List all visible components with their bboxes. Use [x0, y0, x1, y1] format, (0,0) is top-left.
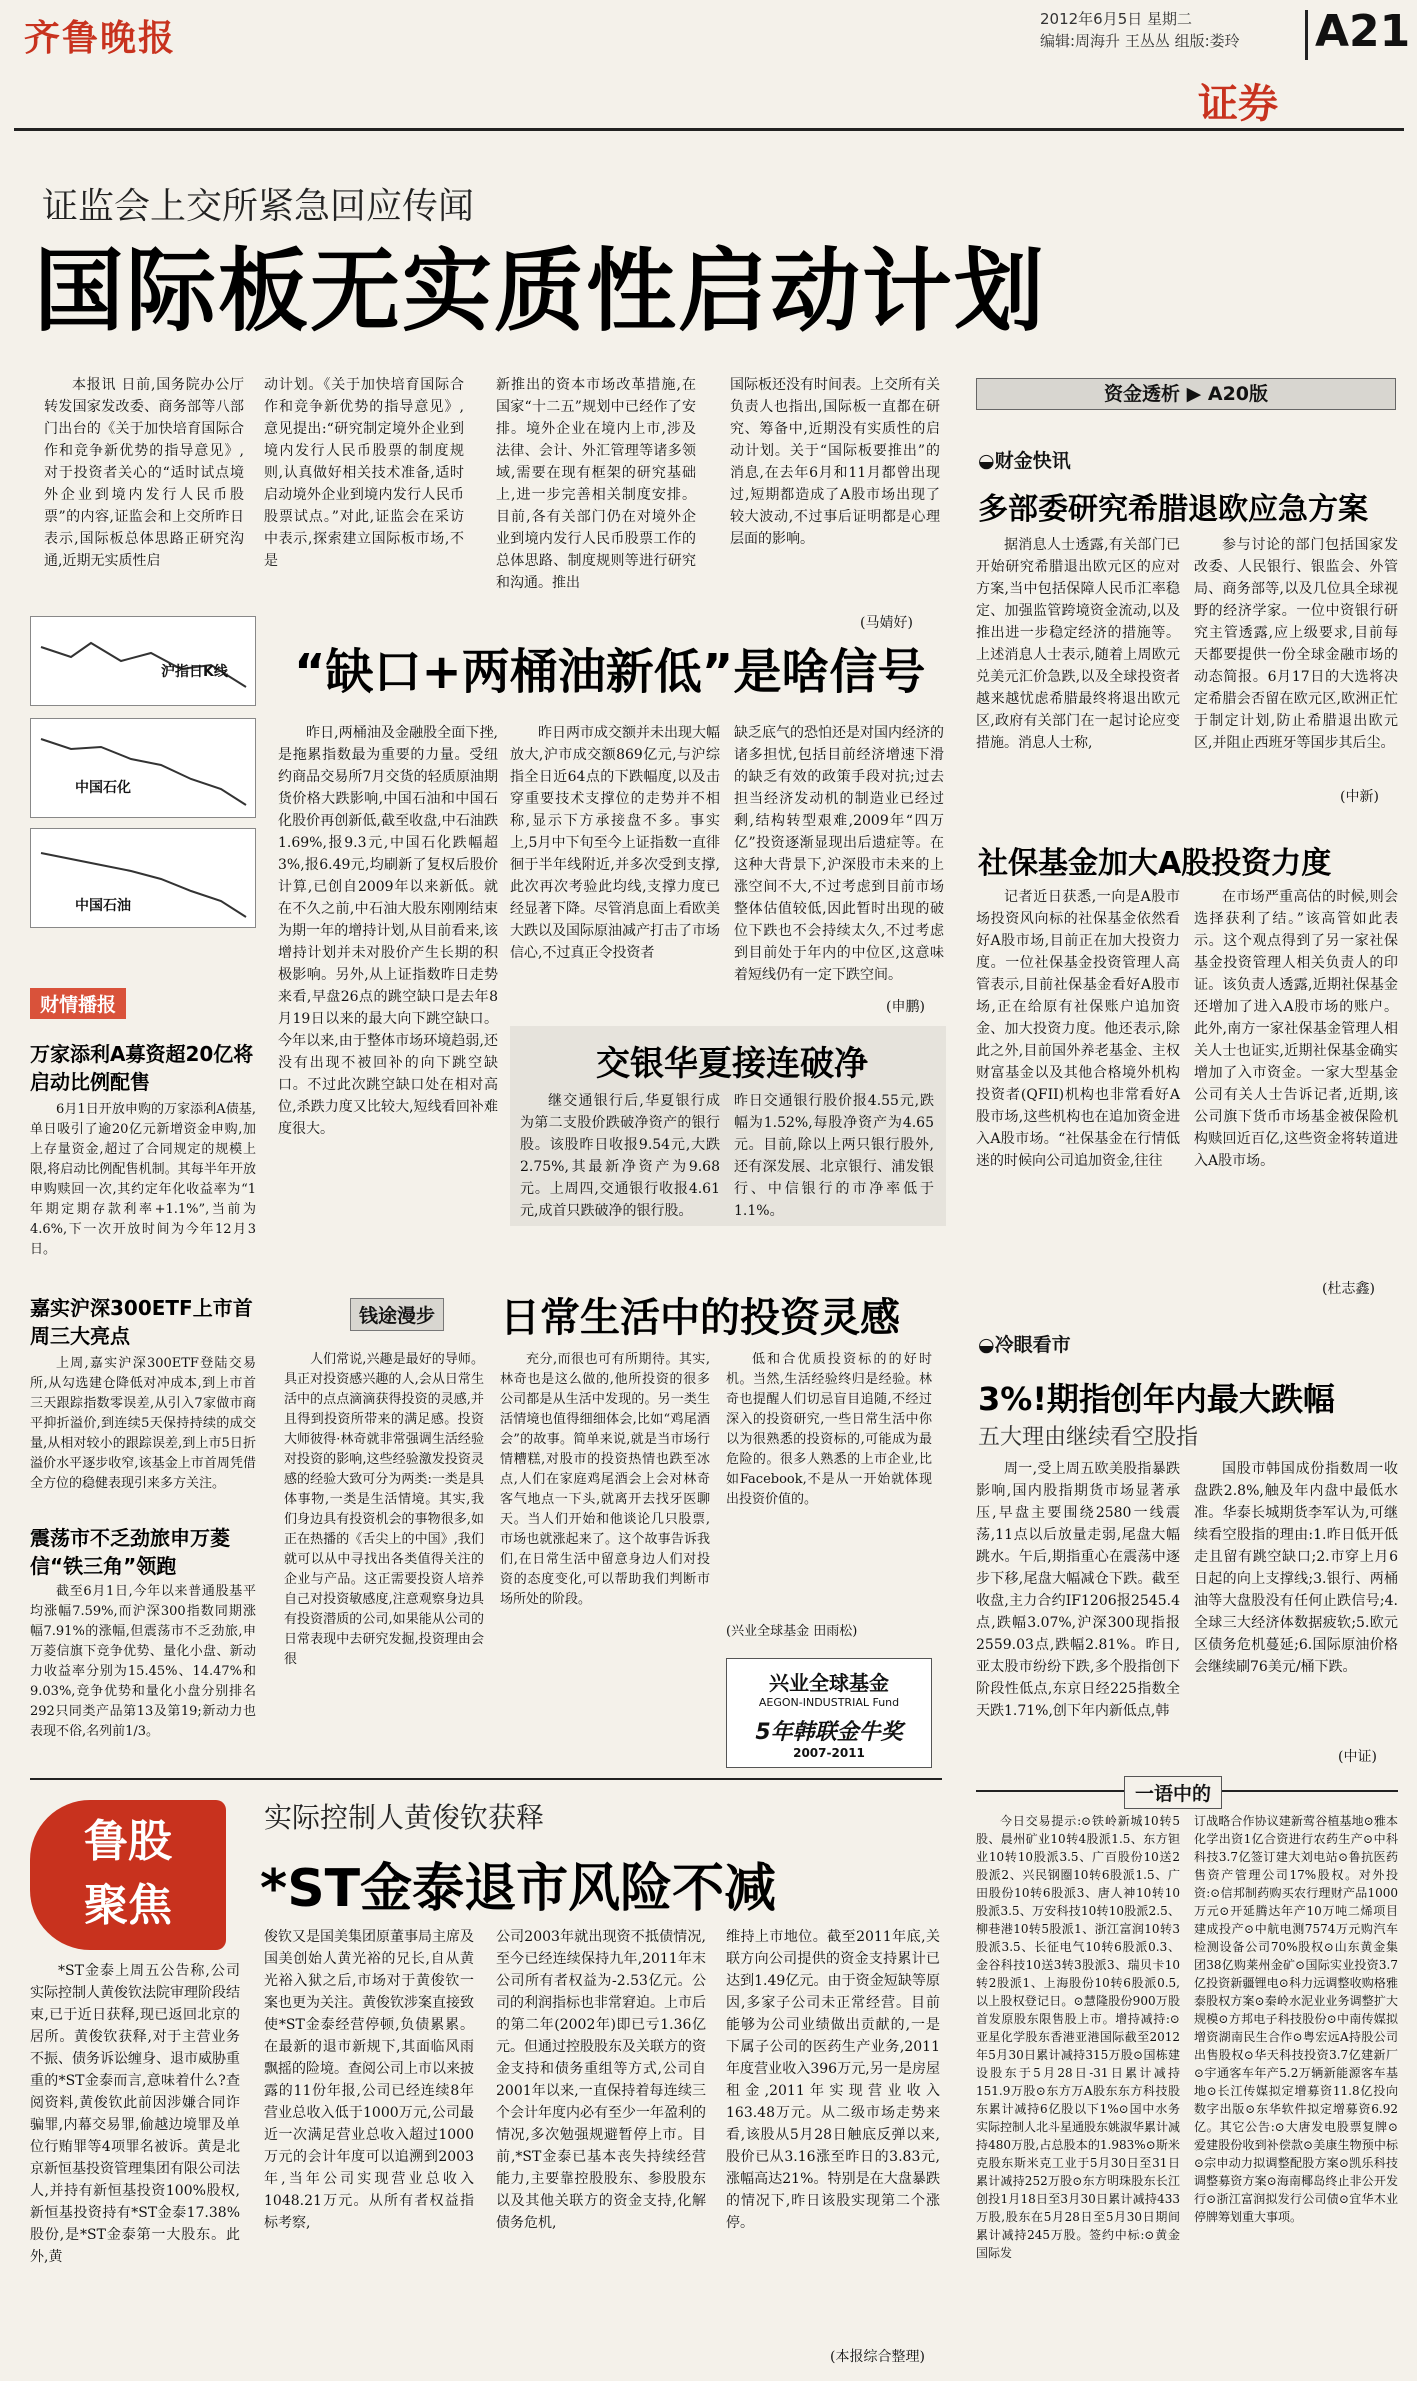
kuaixun-label: ◒财金快讯 — [978, 450, 1071, 472]
lengyan-sub: 五大理由继续看空股指 — [978, 1425, 1199, 1450]
lengyan-col-1: 周一,受上周五欧美股指暴跌影响,国内股指期货市场显著承压,早盘主要围绕2580一线震荡,11点以后放量走弱,尾盘大幅跳水。午后,期指重心在震荡中逐步下移,尾盘大幅减仓下跌。截至收盘,主力合约IF1206报2545.4点,跌幅3.07%,沪深300现指报2559.03点,跌幅2.81%。昨日,亚太股市纷纷下跌,多个股指创下阶段性低点,东京日经225指数全天跌1.71%,创下年内新低点,韩 — [976, 1461, 1180, 1719]
jiaoyin-col-2: 昨日交通银行股价报4.55元,跌幅为1.52%,每股净资产为4.65元。目前,除以上两只银行股外,还有深发展、北京银行、浦发银行、中信银行的市净率低于1.1%。 — [734, 1093, 934, 1219]
lead-col-1: 本报讯 日前,国务院办公厅转发国家发改委、商务部等八部门出台的《关于加快培育国际合作和竞争新优势的指导意见》,对于投资者关心的“适时试点境外企业到境内发行人民币股票”的内容,证监会和上交所昨日表示,国际板总体思路正研究沟通,近期无实质性启 — [44, 377, 244, 569]
aegon-en: AEGON-INDUSTRIAL Fund — [758, 1696, 900, 1709]
qiantu-col-3: 低和合优质投资标的的好时机。当然,生活经验终归是经验。林奇也提醒人们切忌盲目追随,不经过深入的投资研究,一些日常生活中你以为很熟悉的投资标的,可能成为最危险的。很多人熟悉的上市企业,比如Facebook,不是从一开始就体现出投资价值的。 — [726, 1352, 932, 1507]
chart-sh-index — [30, 616, 256, 706]
luji-rule — [30, 1778, 942, 1780]
kuaixun-title: 多部委研究希腊退欧应急方案 — [978, 492, 1368, 527]
qiantu-title: 日常生活中的投资灵感 — [500, 1295, 900, 1341]
lead-kicker: 证监会上交所紧急回应传闻 — [42, 186, 475, 227]
lead-col-2: 动计划。《关于加快培育国际合作和竞争新优势的指导意见》,意见提出:“研究制定境外企业到境内发行人民币股票的制度规则,认真做好相关技术准备,适时启动境外企业到境内发行人民币股票试点。”对此,证监会在采访中表示,探索建立国际板市场,不是 — [264, 377, 464, 569]
kuaixun-col-2: 参与讨论的部门包括国家发改委、人民银行、银监会、外管局、商务部等,以及几位具全球视野的经济学家。一位中资银行研究主管透露,应上级要求,目前每天都要提供一份全球金融市场的动态简报。6月17日的大选将决定希腊会否留在欧元区,欧洲正忙于制定计划,防止希腊退出欧元区,并阻止西班牙等国步其后尘。 — [1194, 537, 1398, 751]
sidebar-ref: A20版 — [1207, 383, 1269, 405]
luji-col-2: 俊钦又是国美集团原董事局主席及国美创始人黄光裕的兄长,自从黄光裕入狱之后,市场对于黄俊钦一案也更为关注。黄俊钦涉案直接致使*ST金泰经营停顿,负债累累。在最新的退市新规下,其面临风雨飘摇的险境。查阅公司上市以来披露的11份年报,公司已经连续8年营业总收入低于1000万元,公司最近一次满足营业总收入超过1000万元的会计年度可以追溯到2003年,当年公司实现营业总收入1048.21万元。从所有者权益指标考察, — [264, 1929, 474, 2231]
issue-date: 2012年6月5日 星期二 — [1040, 10, 1193, 28]
shebao-title: 社保基金加大A股投资力度 — [978, 846, 1332, 881]
quekou-title: “缺口+两桶油新低”是啥信号 — [294, 644, 926, 700]
chart-petrochina — [30, 828, 256, 928]
qiantu-col-1: 人们常说,兴趣是最好的导师。具正对投资感兴趣的人,会从日常生活中的点点滴滴获得投资的灵感,并且得到投资所带来的满足感。投资大师彼得·林奇就非常强调生活经验对投资的影响,这些经验激发投资灵感的经验大致可分为两类:一类是具体事物,一类是生活情境。其实,我们身边具有投资机会的事物很多,如正在热播的《舌尖上的中国》,我们就可以从中寻找出各类值得关注的企业与产品。这正需要投资人培养自己对投资敏感度,注意观察身边具有投资潜质的公司,如果能从公司的日常表现中去研究发掘,投资理由会很 — [284, 1352, 484, 1667]
quekou-col-1: 昨日,两桶油及金融股全面下挫,是拖累指数最为重要的力量。受纽约商品交易所7月交货的轻质原油期货价格大跌影响,中国石油和中国石化股价再创新低,截至收盘,中石油跌1.69%,报9.3元,中国石化跌幅超3%,报6.49元,均刷新了复权后股价计算,已创自2009年以来新低。就在不久之前,中石油大股东刚刚结束为期一年的增持计划,从目前看来,该增持计划并未对股价产生长期的积极影响。另外,从上证指数昨日走势来看,早盘26点的跳空缺口是去年8月19日以来的最大向下跳空缺口。今年以来,由于整体市场环境趋弱,还没有出现不被回补的向下跳空缺口。不过此次跳空缺口处在相对高位,杀跌力度又比较大,短线看回补难度很大。 — [278, 725, 498, 1137]
kuaixun-byline: (中新) — [1340, 789, 1379, 805]
shebao-col-2: 在市场严重高估的时候,则会选择获利了结。”该高管如此表示。这个观点得到了另一家社保基金投资管理人相关负责人的印证。该负责人透露,近期社保基金还增加了进入A股市场的账户。此外,南方一家社保基金管理人相关人士也证实,近期社保基金确实增加了入市资金。一家大型基金公司有关人士告诉记者,近期,该公司旗下货币市场基金被保险机构赎回近百亿,这些资金将转道进入A股市场。 — [1194, 889, 1398, 1169]
luji-badge-1: 鲁股 — [84, 1816, 172, 1867]
chart-sh-index-label: 沪指日K线 — [161, 664, 228, 680]
luji-col-1: *ST金泰上周五公告称,公司实际控制人黄俊钦法院审理阶段结束,已于近日获释,现已返回北京的居所。黄俊钦获释,对于主营业务不振、债务诉讼缠身、退市威胁重重的*ST金泰而言,意味着什么?查阅资料,黄俊钦此前因涉嫌合同诈骗罪,内幕交易罪,偷越边境罪及单位行贿罪等4项罪名被诉。黄是北京新恒基投资管理集团有限公司法人,并持有新恒基投资100%股权,新恒基投资持有*ST金泰17.38%股份,是*ST金泰第一大股东。此外,黄 — [30, 1963, 240, 2265]
qiantu-byline: (兴业全球基金 田雨松) — [726, 1624, 858, 1639]
caiqing-label: 财情播报 — [30, 988, 126, 1019]
lengyan-col-2: 国股市韩国成份指数周一收盘跌2.8%,触及年内盘中最低水准。华泰长城期货李军认为,可继续看空股指的理由:1.昨日低开低走且留有跳空缺口;2.市穿上月6日起的向上支撑线;3.银行、两桶油等大盘股没有任何止跌信号;4.全球三大经济体数据疲软;5.欧元区债务危机蔓延;6.国际原油价格会继续刷76美元/桶下跌。 — [1194, 1461, 1398, 1675]
luji-badge — [30, 1800, 226, 1950]
jiaoyin-title: 交银华夏接连破净 — [596, 1044, 868, 1084]
quekou-col-3: 缺乏底气的恐怕还是对国内经济的诸多担忧,包括目前经济增速下滑的缺乏有效的政策手段对抗;过去担当经济发动机的制造业已经过剩,结构转型艰难,2009年“四万亿”投资逐渐显现出后遗症等。在这种大背景下,沪深股市未来的上涨空间不大,不过考虑到目前市场整体估值较低,因此暂时出现的破位下跌也不会持续太久,不过考虑到目前处于年内的中位区,这意味着短线仍有一定下跌空间。 — [734, 725, 944, 983]
aegon-award: 5年韩联金牛奖 — [755, 1720, 903, 1745]
top-rule — [14, 128, 1404, 131]
lead-col-4: 国际板还没有时间表。上交所有关负责人也指出,国际板一直都在研究、筹备中,近期没有实质性的启动计划。关于“国际板要推出”的消息,在去年6月和11月都曾出现过,短期都造成了A股市场出现了较大波动,不过事后证明都是心理层面的影响。 — [730, 377, 940, 547]
shebao-col-1: 记者近日获悉,一向是A股市场投资风向标的社保基金依然看好A股市场,目前正在加大投资力度。一位社保基金投资管理人高管表示,目前社保基金看好A股市场,正在给原有社保账户追加资金、加大投资力度。他还表示,除此之外,目前国外养老基金、主权财富基金以及其他合格境外机构投资者(QFII)机构也非常看好A股市场,这些机构也在追加资金进入A股市场。“社保基金在行情低迷的时候向公司追加资金,往往 — [976, 889, 1180, 1169]
aegon-years: 2007-2011 — [793, 1746, 865, 1760]
sidebar-label: 资金透析 — [1103, 383, 1180, 405]
kuaixun-col-1: 据消息人士透露,有关部门已开始研究希腊退出欧元区的应对方案,当中包括保障人民币汇率稳定、加强监管跨境资金流动,以及推出进一步稳定经济的措施等。上述消息人士表示,随着上周欧元兑美元汇价急跌,以及全球投资者越来越忧虑希腊最终将退出欧元区,政府有关部门在一起讨论应变措施。消息人士称, — [976, 537, 1180, 751]
luji-byline: (本报综合整理) — [830, 2349, 925, 2365]
caiqing-item-3-body: 截至6月1日,今年以来普通股基平均涨幅7.59%,而沪深300指数同期涨幅7.91%的涨幅,但震荡市不乏劲旅,申万菱信旗下竞争优势、量化小盘、新动力收益率分别为15.45%、14.47%和9.03%,竞争优势和量化小盘分别排名292只同类产品第13及第19;新动力也表现不俗,名列前1/3。 — [30, 1584, 256, 1739]
section-name: 证券 — [1198, 81, 1278, 127]
caiqing-item-1-body: 6月1日开放申购的万家添利A债基,单日吸引了逾20亿元新增资金申购,加上存量资金,超过了合同规定的规模上限,将启动比例配售机制。其每半年开放申购赎回一次,其约定年化收益率为“1年期定期存款利率+1.1%”,当前为4.6%,下一次开放时间为今年12月3日。 — [30, 1102, 256, 1257]
caiqing-item-1-title: 万家添利A募资超20亿将启动比例配售 — [30, 1042, 254, 1094]
quekou-col-2: 昨日两市成交额并未出现大幅放大,沪市成交额869亿元,与沪综指全日近64点的下跌幅度,以及击穿重要技术支撑位的走势并不相称,显示下方承接盘不多。事实上,5月中下旬至今上证指数一直徘徊于半年线附近,并多次受到支撑,此次再次考验此均线,支撑力度已经显著下降。尽管消息面上看欧美大跌以及国际原油减产打击了市场信心,不过真正令投资者 — [510, 725, 720, 961]
luji-kicker: 实际控制人黄俊钦获释 — [264, 1801, 545, 1834]
luji-title: *ST金泰退市风险不减 — [260, 1859, 777, 1919]
bullet-icon: ◒ — [978, 1334, 995, 1356]
quekou-byline: (申鹏) — [886, 999, 925, 1015]
yiyu-col-1: 今日交易提示:⊙铁岭新城10转5股、晨州矿业10转4股派1.5、东方钽业10转10股派3.5、广百股份10送2股派2、兴民钢圈10转6股派1.5、广田股份10转6股派3、唐人神10转10股派3.5、万安科技10转10股派2.5、柳巷港10转5股派1、浙江富润10转3股派3.5、长征电气10转6股派0.3、金谷科技10送3转3股派3、瑞贝卡10转2股派1、上海股份10转6股派0.5,以上股权登记日。⊙慧隆股份900万股首发原股东限售股上市。增持减持:⊙亚星化学股东香港亚港国际截至2012年5月30日累计减持315万股⊙国栋建设股东于5月28日-31日累计减持151.9万股⊙东方万A股东东方科技股东累计减持6亿股以下1%⊙国中水务实际控制人北斗星通股东姚淑华累计减持480万股,占总股本的1.983%⊙斯米克股东斯米克工业于5月30日至31日累计减持252万股⊙东方明珠股东长江创投1月18日至3月30日累计减持433万股,股东在5月28日至5月30日期间累计减持245万股。签约中标:⊙黄金国际发 — [976, 1814, 1181, 2260]
caiqing-item-2-title: 嘉实沪深300ETF上市首周三大亮点 — [30, 1296, 253, 1348]
chart-sinopec-svg — [31, 719, 257, 819]
sidebar-ref-box[interactable] — [976, 378, 1396, 410]
chart-petrochina-label: 中国石油 — [75, 898, 131, 914]
chart-petrochina-svg — [31, 829, 257, 929]
jiaoyin-col-1: 继交通银行后,华夏银行成为第二支股价跌破净资产的银行股。该股昨日收报9.54元,大跌2.75%,其最新净资产为9.68元。上周四,交通银行收报4.61元,成首只跌破净的银行股。 — [520, 1093, 720, 1219]
luji-col-3: 公司2003年就出现资不抵债情况,至今已经连续保持九年,2011年末公司所有者权益为-2.53亿元。公司的利润指标也非常窘迫。上市后的第二年(2002年)即已亏1.36亿元。但通过控股股东及关联方的资金支持和债务重组等方式,公司自2001年以来,一直保持着每连续三个会计年度内必有至少一年盈利的情况,多次勉强规避暂停上市。目前,*ST金泰已基本丧失持续经营能力,主要靠控股股东、参股股东以及其他关联方的资金支持,化解债务危机, — [496, 1929, 706, 2231]
luji-badge-2: 聚焦 — [84, 1880, 172, 1931]
yiyu-col-2: 订战略合作协议建新莺谷植基地⊙雅本化学出资1亿合资进行农药生产⊙中科科技3.7亿签订建大刘电站⊙鲁抗医药售资产管理公司17%股权。对外投资:⊙信邦制药购买农行理财产品1000万元⊙开延腾达年产10万吨二烯项目建成投产⊙中航电测7574万元购汽车检测设备公司70%股权⊙山东黄金集团38亿购莱州金矿⊙国际实业投资3.7亿投资新疆锂电⊙科力远调整收购格雅泰股权方案⊙秦岭水泥业业务调整扩大规模⊙方邦电子科技股份⊙中南传媒拟增资湖南民生合作⊙粤宏远A持股公司出售股权⊙华天科技投资3.7亿建新厂⊙宇通客车年产5.2万辆新能源客车基地⊙长江传媒拟定增募资11.8亿投向数字出版⊙东华软件拟定增募资6.92亿。其它公告:⊙大唐发电股票复牌⊙爱建股份收到补偿款⊙美康生物预中标⊙宗申动力拟调整配股方案⊙凯乐科技调整募资方案⊙海南椰岛终止非公开发行⊙浙江富润拟发行公司债⊙宜华木业停牌筹划重大事项。 — [1194, 1814, 1398, 2224]
chart-sinopec-label: 中国石化 — [75, 780, 131, 796]
chart-sinopec — [30, 718, 256, 818]
bullet-icon: ◒ — [978, 450, 995, 472]
aegon-name: 兴业全球基金 — [769, 1671, 889, 1695]
caiqing-item-3-title: 震荡市不乏劲旅申万菱信“铁三角”领跑 — [30, 1526, 230, 1578]
qiantu-label: 钱途漫步 — [350, 1298, 444, 1331]
masthead-logo: 齐鲁晚报 — [24, 18, 177, 59]
aegon-ad — [726, 1658, 932, 1768]
page-number: A21 — [1315, 6, 1411, 57]
lengyan-byline: (中证) — [1338, 1749, 1377, 1765]
qiantu-col-2: 充分,而很也可有所期待。其实,林奇也是这么做的,他所投资的很多公司都是从生活中发现的。另一类生活情境也值得细细体会,比如“鸡尾酒会”的故事。简单来说,就是当市场行情糟糕,对股市的投资热情也跌至冰点,人们在家庭鸡尾酒会上会对林奇客气地点一下头,就离开去找牙医聊天。当人们开始和他谈论几只股票,市场也就涨起来了。这个故事告诉我们,在日常生活中留意身边人们对投资的态度变化,可以帮助我们判断市场所处的阶段。 — [500, 1352, 710, 1607]
yiyu-label: 一语中的 — [1124, 1776, 1222, 1809]
arrow-icon: ▶ — [1186, 383, 1202, 405]
masthead-divider — [1305, 10, 1308, 60]
lengyan-label: ◒冷眼看市 — [978, 1334, 1071, 1356]
lead-col-3: 新推出的资本市场改革措施,在国家“十二五”规划中已经作了安排。境外企业在境内上市,涉及法律、会计、外汇管理等诸多领域,需要在现有框架的研究基础上,进一步完善相关制度安排。目前,各有关部门仍在对境外企业到境内发行人民币股票工作的总体思路、制度规则等进行研究和沟通。推出 — [496, 377, 696, 591]
luji-col-4: 维持上市地位。截至2011年底,关联方向公司提供的资金支持累计已达到1.49亿元。由于资金短缺等原因,多家子公司未正常经营。目前能够为公司业绩做出贡献的,一是下属子公司的医药生产业务,2011年度营业收入396万元,另一是房屋租金,2011年实现营业收入163.48万元。从二级市场走势来看,该股从5月28日触底反弹以来,股价已从3.16涨至昨日的3.83元,涨幅高达21%。特别是在大盘暴跌的情况下,昨日该股实现第二个涨停。 — [726, 1929, 940, 2231]
lengyan-title: 3%!期指创年内最大跌幅 — [978, 1380, 1335, 1418]
caiqing-item-2-body: 上周,嘉实沪深300ETF登陆交易所,从勾选建仓降低对冲成本,到上市首三天跟踪指数零误差,从引入7家做市商平抑折溢价,到连续5天保持持续的成交量,从相对较小的跟踪误差,到上市5日折溢价水平逐步收窄,该基金上市首周凭借全方位的稳健表现引来多方关注。 — [30, 1356, 256, 1491]
shebao-byline: (杜志鑫) — [1322, 1281, 1375, 1297]
page-editors: 编辑:周海升 王丛丛 组版:娄玲 — [1040, 32, 1240, 50]
lead-title: 国际板无实质性启动计划 — [34, 239, 1046, 344]
lead-byline: (马婧好) — [860, 615, 913, 631]
